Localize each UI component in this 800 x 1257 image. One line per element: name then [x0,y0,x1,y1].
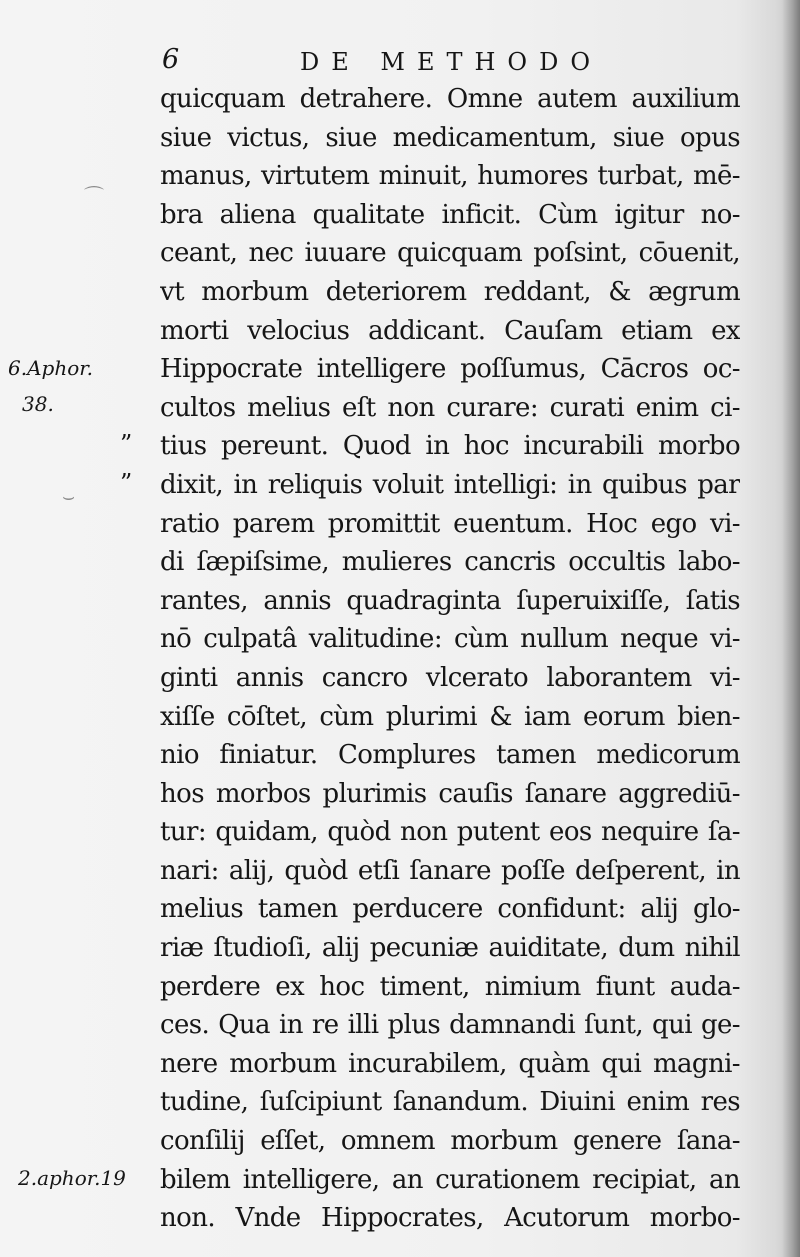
text-line: nō culpatâ valitudine: cùm nullum neque vi- [160,624,740,655]
quotation-mark: ” [120,430,133,458]
text-line: nio finiatur. Complures tamen medicorum [160,740,740,771]
text-line: quicquam detrahere. Omne autem auxilium [160,84,740,114]
text-line: morti velocius addicant. Cauſam etiam ex [160,315,740,346]
text-line: bilem intelligere, an curationem recipiat, an [160,1164,740,1195]
text-line: melius tamen perducere confidunt: alij glo- [160,894,740,925]
text-line: non. Vnde Hippocrates, Acutorum morbo- [160,1203,740,1234]
text-line: Hippocrate intelligere poſſumus, Cācros oc- [160,354,740,385]
running-title: DE METHODO [300,48,603,76]
text-line: perdere ex hoc timent, nimium fiunt auda- [160,971,740,1002]
page-edge-shadow [782,0,800,1257]
text-line: nari: alij, quòd etſi ſanare poſſe deſperent, in [160,855,740,886]
text-line: bra aliena qualitate inficit. Cùm igitur no- [160,199,740,230]
quotation-mark: ” [120,469,133,497]
margin-note-aphorism: 6.Aphor. [8,356,93,380]
text-line: cultos melius eſt non curare: curati enim ci- [160,392,740,423]
margin-note-aphorism: 2.aphor.19 [18,1166,126,1190]
page-number: 6 [162,44,180,75]
text-line: tius pereunt. Quod in hoc incurabili morbo [160,431,740,462]
running-head [160,44,740,80]
text-line: dixit, in reliquis voluit intelligi: in quibus par [160,469,740,500]
text-line: rantes, annis quadraginta ſuperuixiſſe, ſatis [160,585,740,616]
margin-flourish: ⌣ [62,484,76,508]
text-line: ceant, nec iuuare quicquam poſsint, cōuenit, [160,238,740,269]
text-line: nere morbum incurabilem, quàm qui magni- [160,1048,740,1079]
margin-flourish: ⌒ [84,184,104,208]
text-line: conſilij eſſet, omnem morbum genere ſana- [160,1126,740,1157]
text-line: hos morbos plurimis cauſis ſanare aggrediū- [160,778,740,809]
text-line: ginti annis cancro vlcerato laborantem vi- [160,662,740,693]
text-line: tur: quidam, quòd non putent eos nequire ſa- [160,817,740,848]
text-line: ratio parem promittit euentum. Hoc ego vi- [160,508,740,539]
text-line: di ſæpiſsime, mulieres cancris occultis labo- [160,547,740,578]
text-line: riæ ſtudioſi, alij pecuniæ auiditate, dum nihil [160,933,740,964]
margin-note-number: 38. [22,392,54,416]
text-line: xiſſe cōſtet, cùm plurimi & iam eorum bien- [160,701,740,732]
text-line: ces. Qua in re illi plus damnandi ſunt, qui ge- [160,1010,740,1041]
text-line: vt morbum deteriorem reddant, & ægrum [160,276,740,307]
text-line: tudine, ſuſcipiunt ſanandum. Diuini enim res [160,1087,740,1118]
text-line: manus, virtutem minuit, humores turbat, mē- [160,161,740,192]
body-text [160,80,740,1238]
text-line: siue victus, siue medicamentum, siue opus [160,122,740,153]
